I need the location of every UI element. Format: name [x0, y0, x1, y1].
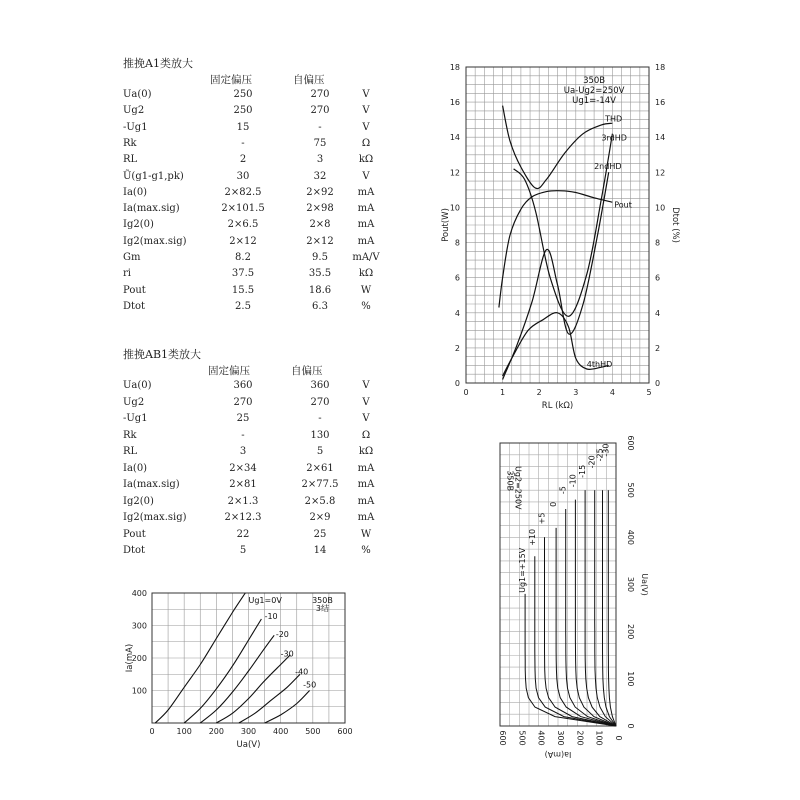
self-bias-value: 270 — [310, 105, 330, 117]
y-tick-label: 300 — [626, 576, 635, 593]
column-header-fixed-bias: 固定偏压 — [210, 74, 252, 86]
parameter-label: ri — [123, 268, 131, 280]
self-bias-value: 14 — [313, 545, 327, 556]
parameter-label: Ũ(g1-g1,pk) — [123, 170, 184, 182]
parameter-label: Pout — [123, 284, 146, 296]
parameter-label: RL — [123, 154, 138, 166]
fixed-bias-value: 2×12.3 — [224, 512, 262, 523]
series-label: -5 — [558, 486, 568, 495]
fixed-bias-value: 360 — [233, 380, 253, 391]
series-label: -20 — [587, 455, 597, 469]
series-label: THD — [605, 114, 623, 124]
x-tick-label: 400 — [273, 727, 289, 736]
series-label: 3rdHD — [601, 133, 627, 143]
fixed-bias-value: 37.5 — [231, 268, 255, 280]
table-row — [123, 512, 383, 528]
y2-tick-label: 14 — [655, 133, 666, 143]
series-label: -10 — [264, 612, 278, 621]
table-row — [123, 154, 383, 170]
y-tick-label: 400 — [131, 589, 147, 598]
series-label: -10 — [568, 474, 578, 488]
table-row — [123, 446, 383, 462]
series-label: +5 — [537, 512, 547, 525]
x-axis-label: Ua(V) — [236, 740, 261, 750]
x-axis-label: Ia(mA) — [544, 750, 572, 759]
y-tick-label: 0 — [454, 379, 460, 388]
column-header-fixed-bias: 固定偏压 — [208, 365, 250, 377]
series-label: 4thHD — [586, 360, 613, 370]
self-bias-value: 9.5 — [312, 252, 328, 263]
y2-tick-label: 8 — [655, 238, 661, 248]
table-row — [123, 203, 383, 219]
unit-label: Ω — [361, 429, 371, 441]
x-tick-label: 500 — [517, 730, 527, 746]
parameter-label: Pout — [123, 528, 146, 540]
y-tick-label: 400 — [626, 529, 635, 545]
pentode-plate-characteristics-chart — [488, 433, 648, 768]
x-tick-label: 5 — [646, 388, 652, 397]
chart-annotation: Ug1=-14V — [572, 96, 617, 106]
x-tick-label: 2 — [536, 388, 542, 397]
y2-tick-label: 10 — [655, 203, 666, 213]
self-bias-value: 75 — [313, 137, 327, 149]
y2-tick-label: 16 — [655, 98, 666, 108]
x-tick-label: 0 — [614, 735, 623, 741]
fixed-bias-value: 2×82.5 — [224, 186, 262, 198]
y2-tick-label: 4 — [655, 308, 661, 318]
table-row — [123, 529, 383, 545]
y2-tick-label: 0 — [655, 379, 661, 388]
self-bias-value: 360 — [310, 380, 330, 391]
series-label: Ug1=+15V — [518, 547, 528, 593]
fixed-bias-value: 2×34 — [229, 462, 257, 474]
unit-label: W — [360, 528, 372, 540]
series-label: -50 — [303, 680, 317, 690]
x-tick-label: 300 — [240, 727, 257, 736]
y-tick-label: 200 — [131, 654, 147, 663]
parameter-label: Dtot — [123, 300, 146, 312]
class-a1-table — [123, 55, 393, 325]
table-row — [123, 545, 383, 561]
self-bias-value: 2×8 — [309, 219, 331, 231]
self-bias-value: 18.6 — [308, 284, 332, 296]
y-tick-label: 500 — [626, 482, 635, 498]
table-row — [123, 268, 383, 284]
x-tick-label: 100 — [176, 727, 192, 736]
unit-label: V — [362, 170, 370, 182]
unit-label: kΩ — [358, 268, 374, 280]
parameter-label: Ia(0) — [123, 462, 148, 474]
table-title: 推挽AB1类放大 — [123, 348, 202, 361]
self-bias-value: 270 — [310, 89, 330, 100]
table-row — [123, 413, 383, 429]
self-bias-value: - — [318, 413, 322, 424]
table-row — [123, 285, 383, 301]
y2-axis-label: Dtot (%) — [670, 207, 680, 243]
parameter-label: Dtot — [123, 545, 146, 556]
fixed-bias-value: 15.5 — [231, 284, 255, 296]
y2-tick-label: 2 — [655, 343, 661, 353]
distortion-power-vs-rl-chart — [436, 55, 680, 420]
x-tick-label: 0 — [463, 388, 469, 397]
self-bias-value: 2×61 — [306, 462, 334, 474]
series-label: 2ndHD — [594, 161, 622, 171]
unit-label: mA — [357, 186, 375, 198]
self-bias-value: 32 — [313, 170, 327, 182]
series-label: -40 — [295, 667, 309, 677]
series-line — [575, 500, 616, 726]
y2-tick-label: 12 — [655, 168, 666, 178]
x-tick-label: 300 — [556, 730, 565, 746]
fixed-bias-value: 270 — [233, 396, 253, 408]
triode-plate-characteristics-chart — [120, 585, 360, 755]
x-tick-label: 400 — [536, 730, 546, 746]
series-label: -30 — [280, 649, 294, 659]
parameter-label: -Ug1 — [123, 413, 148, 424]
parameter-label: Ia(max.sig) — [123, 479, 180, 490]
parameter-label: RL — [123, 446, 138, 457]
x-axis-label: RL (kΩ) — [541, 401, 574, 411]
self-bias-value: 130 — [310, 429, 330, 441]
y-tick-label: 10 — [449, 203, 460, 213]
series-label: Ug1=0V — [248, 595, 282, 605]
parameter-label: Ia(0) — [123, 186, 148, 198]
y-tick-label: 100 — [626, 671, 635, 687]
table-row — [123, 397, 383, 413]
x-tick-label: 4 — [609, 388, 615, 397]
series-label: -20 — [275, 629, 289, 639]
fixed-bias-value: 250 — [233, 89, 253, 100]
y-tick-label: 2 — [454, 343, 460, 353]
series-label: -30 — [601, 443, 611, 457]
y-tick-label: 4 — [454, 308, 460, 318]
unit-label: mA — [357, 462, 375, 474]
table-row — [123, 89, 383, 105]
self-bias-value: 5 — [316, 446, 324, 457]
parameter-label: Ua(0) — [123, 89, 152, 100]
parameter-label: Ig2(0) — [123, 219, 154, 231]
column-header-self-bias: 自偏压 — [291, 365, 323, 377]
parameter-label: Ig2(max.sig) — [123, 235, 187, 247]
y-tick-label: 600 — [626, 435, 635, 451]
table-row — [123, 479, 383, 495]
x-tick-label: 0 — [149, 727, 155, 736]
y-axis-label: Pout(W) — [441, 208, 451, 242]
chart-annotation: 350B — [312, 595, 333, 605]
unit-label: mA — [357, 495, 375, 507]
chart-annotation: 3结 — [315, 603, 330, 613]
fixed-bias-value: 15 — [236, 121, 250, 133]
self-bias-value: 2×92 — [306, 186, 334, 198]
y-tick-label: 300 — [131, 621, 147, 631]
y-tick-label: 16 — [449, 98, 460, 108]
self-bias-value: 6.3 — [312, 300, 328, 312]
x-tick-label: 200 — [208, 727, 224, 736]
unit-label: V — [362, 396, 370, 408]
x-tick-label: 1 — [500, 388, 506, 397]
unit-label: mA — [357, 235, 375, 247]
unit-label: kΩ — [358, 154, 374, 166]
fixed-bias-value: - — [241, 429, 245, 441]
self-bias-value: 25 — [313, 528, 327, 540]
parameter-label: Ig2(max.sig) — [123, 512, 187, 523]
chart-annotation: Ua-Ug2=250V — [563, 86, 625, 96]
parameter-label: Ia(max.sig) — [123, 203, 180, 215]
fixed-bias-value: 2×12 — [229, 235, 257, 247]
unit-label: mA — [357, 479, 375, 490]
class-ab1-table — [123, 346, 393, 566]
unit-label: Ω — [361, 137, 371, 149]
self-bias-value: - — [318, 121, 322, 133]
y-tick-label: 12 — [449, 168, 460, 178]
parameter-label: Rk — [123, 137, 137, 149]
fixed-bias-value: 8.2 — [235, 252, 251, 263]
table-row — [123, 219, 383, 235]
table-row — [123, 171, 383, 187]
series-label: -25 — [595, 448, 605, 462]
fixed-bias-value: 22 — [236, 528, 250, 540]
x-tick-label: 500 — [305, 727, 321, 736]
self-bias-value: 2×12 — [306, 235, 334, 247]
series-line — [556, 528, 616, 726]
table-row — [123, 187, 383, 203]
y-tick-label: 8 — [454, 238, 460, 248]
chart-annotation: Ug2=250V — [513, 466, 523, 510]
y2-tick-label: 6 — [655, 273, 661, 283]
parameter-label: Gm — [123, 252, 141, 263]
x-tick-label: 600 — [337, 727, 353, 736]
fixed-bias-value: 30 — [236, 170, 250, 182]
unit-label: mA/V — [352, 252, 380, 263]
fixed-bias-value: 5 — [239, 545, 247, 556]
table-row — [123, 380, 383, 396]
unit-label: % — [361, 545, 371, 556]
self-bias-value: 270 — [310, 396, 330, 408]
fixed-bias-value: 2 — [239, 154, 247, 166]
unit-label: V — [362, 413, 370, 424]
unit-label: % — [361, 300, 371, 312]
series-label: +10 — [527, 528, 537, 546]
column-header-self-bias: 自偏压 — [293, 74, 325, 86]
x-tick-label: 600 — [498, 730, 507, 746]
series-label: 0 — [549, 501, 559, 507]
self-bias-value: 2×9 — [309, 512, 331, 523]
table-row — [123, 301, 383, 317]
fixed-bias-value: 2.5 — [235, 300, 251, 312]
fixed-bias-value: 2×101.5 — [221, 203, 265, 215]
fixed-bias-value: 2×6.5 — [227, 219, 259, 231]
table-row — [123, 252, 383, 268]
fixed-bias-value: 2×81 — [229, 479, 257, 490]
parameter-label: Ua(0) — [123, 380, 152, 391]
unit-label: W — [360, 284, 372, 296]
y-tick-label: 6 — [454, 273, 460, 283]
x-tick-label: 100 — [594, 730, 604, 746]
table-row — [123, 138, 383, 154]
x-tick-label: 3 — [573, 388, 579, 397]
table-row — [123, 236, 383, 252]
fixed-bias-value: - — [241, 137, 245, 149]
y-tick-label: 100 — [131, 686, 147, 696]
unit-label: mA — [357, 512, 375, 523]
fixed-bias-value: 3 — [239, 446, 247, 457]
unit-label: mA — [357, 219, 375, 231]
fixed-bias-value: 250 — [233, 105, 253, 117]
y-axis-label: Ia(mA) — [125, 643, 135, 673]
unit-label: V — [362, 105, 370, 117]
parameter-label: Ug2 — [123, 105, 145, 117]
chart-annotation: 350B — [583, 76, 606, 86]
table-row — [123, 463, 383, 479]
self-bias-value: 35.5 — [308, 268, 332, 280]
parameter-label: Rk — [123, 429, 137, 441]
self-bias-value: 2×98 — [306, 203, 334, 215]
self-bias-value: 2×77.5 — [301, 479, 339, 490]
parameter-label: Ig2(0) — [123, 495, 154, 507]
unit-label: V — [362, 121, 370, 133]
y-tick-label: 0 — [626, 723, 635, 729]
x-tick-label: 200 — [575, 730, 585, 746]
unit-label: V — [362, 89, 370, 100]
unit-label: V — [362, 380, 370, 391]
fixed-bias-value: 2×1.3 — [227, 495, 259, 507]
self-bias-value: 3 — [316, 154, 324, 166]
y-tick-label: 200 — [626, 624, 635, 640]
table-row — [123, 430, 383, 446]
table-title: 推挽A1类放大 — [123, 57, 193, 70]
y-tick-label: 14 — [449, 133, 460, 143]
table-row — [123, 105, 383, 121]
series-label: Pout — [614, 200, 632, 210]
y-tick-label: 18 — [449, 63, 460, 72]
fixed-bias-value: 25 — [236, 413, 250, 424]
parameter-label: Ug2 — [123, 396, 145, 408]
self-bias-value: 2×5.8 — [304, 495, 336, 507]
series-line-2ndhd — [503, 172, 609, 379]
unit-label: mA — [357, 203, 375, 215]
y2-tick-label: 18 — [655, 63, 666, 72]
parameter-label: -Ug1 — [123, 121, 148, 133]
chart-annotation: 350B — [505, 470, 515, 492]
unit-label: kΩ — [358, 446, 374, 457]
series-label: -15 — [578, 464, 588, 478]
y-axis-label: Ua(V) — [640, 573, 649, 596]
table-row — [123, 496, 383, 512]
table-row — [123, 122, 383, 138]
